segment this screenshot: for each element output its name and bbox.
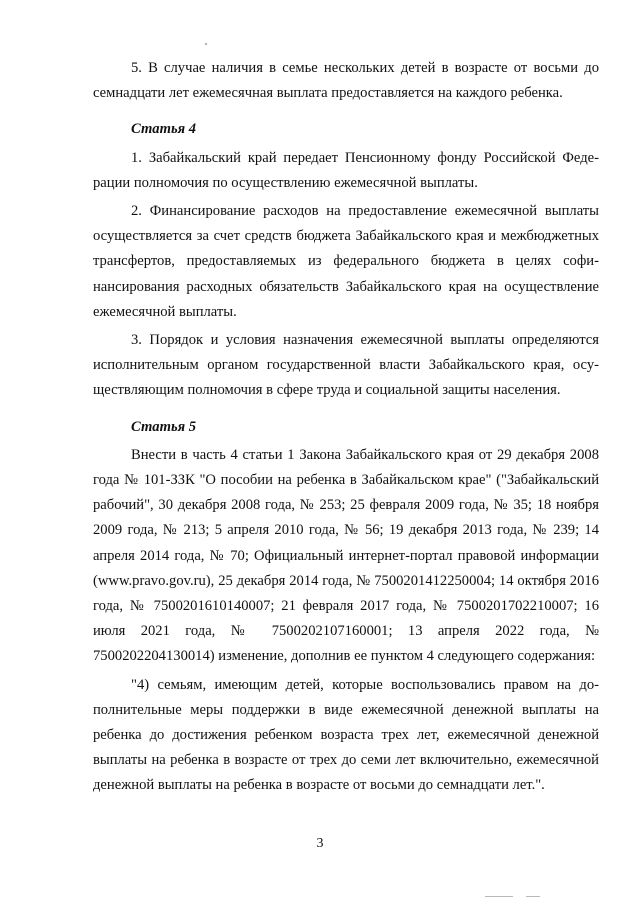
scan-mark-line	[526, 896, 540, 897]
scan-mark-line	[485, 896, 513, 897]
article-4-paragraph-3: 3. Порядок и условия назначения ежемесячной выплаты определяются исполнительным органом государственной власти Забайкальского края, осуществляющим полномочия в сфере труда и социальной защиты населения.	[93, 332, 599, 399]
article-4-paragraph-2: 2. Финансирование расходов на предоставление ежемесячной выплаты осуществляется за счет средств бюджета Забайкальского края и межбюджетных трансфертов, предоставляемых из федерального бюджета в целях софинансирования расходных обязательств Забайкальского края на осуществление ежемесячной выплаты.	[93, 203, 599, 320]
article-5-heading: Статья 5	[131, 418, 197, 435]
article-4-paragraph-1: 1. Забайкальский край передает Пенсионному фонду Российской Федерации полномочия по осуществлению ежемесячной выплаты.	[93, 149, 599, 191]
scan-speck	[205, 43, 207, 45]
document-body	[93, 56, 599, 799]
article-4-heading: Статья 4	[131, 121, 197, 138]
article-5-paragraph-1: Внести в часть 4 статьи 1 Закона Забайкальского края от 29 декабря 2008 года № 101-ЗЗК "О пособии на ребенка в Забайкальском крае" ("Забайкальский рабочий", 30 декабря 2008 года, № 253; 25 февраля 2009 года, № 35; 18 ноября 2009 года, № 213; 5 апреля 2010 года, № 56; 19 декабря 2013 года, № 239; 14 апреля 2014 года, № 70; Официальный интернет-портал правовой информации (www.pravo.gov.ru), 25 декабря 2014 года, № 7500201412250004; 14 октября 2016 года, № 7500201610140007; 21 февраля 2017 года, № 7500201702210007; 16 июля 2021 года, № 7500202107160001; 13 апреля 2022 года, № 7500202204130014) изменение, дополнив ее пунктом 4 следующего содержания:	[93, 446, 599, 665]
paragraph-5-children-8-17: 5. В случае наличия в семье нескольких детей в возрасте от восьми до семнадцати лет ежемесячная выплата предоставляется на каждого ребенка.	[93, 60, 599, 102]
page-number: 3	[316, 836, 324, 851]
article-5-quoted-amendment: "4) семьям, имеющим детей, которые воспользовались правом на дополнительные меры поддержки в виде ежемесячной денежной выплаты на ребенка до достижения ребенком возраста трех лет, ежемесячной денежной выплаты на ребенка в возрасте от трех до семи лет включительно, ежемесячной денежной выплаты на ребенка в возрасте от восьми до семнадцати лет.".	[93, 676, 599, 794]
